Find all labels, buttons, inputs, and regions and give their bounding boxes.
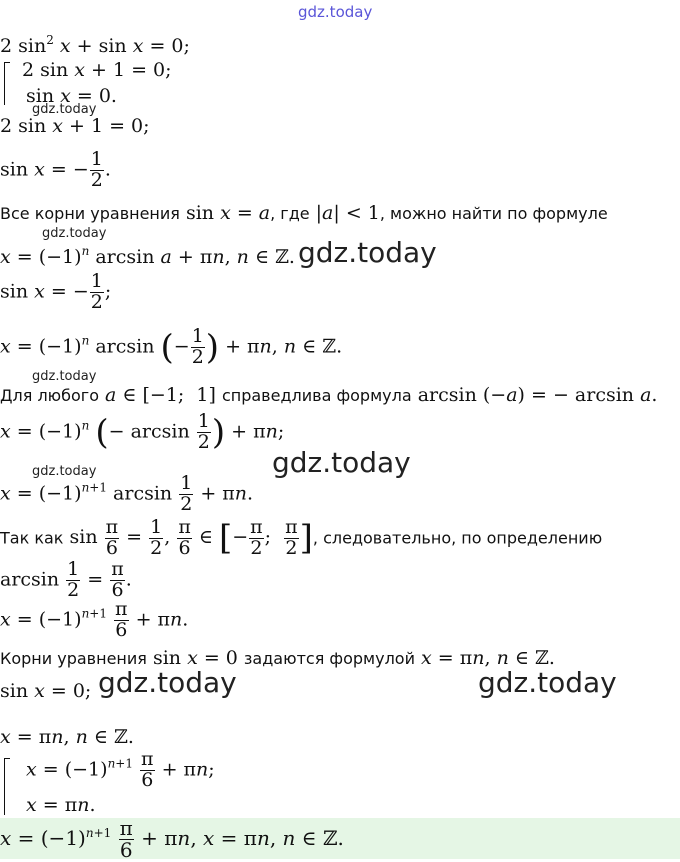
watermark-top: gdz.today [298, 3, 373, 21]
set-bracket [4, 758, 10, 815]
sentence-since: Так как sin $\frac{\pi}{6}$ = $\frac{1}{2}$ , $\frac{\pi}{6}$ ∈ [− $\frac{\pi}{2}$ ; $\frac{\pi}{2}$ ], следовательно, по определению [0, 516, 603, 559]
watermark-small: gdz.today [32, 464, 97, 479]
watermark-small: gdz.today [32, 102, 97, 117]
equation-set-first: 2 sin x + 1 = 0; [22, 59, 172, 81]
equation-original: 2 $\sin^2 x + \sin x = 0$; [0, 33, 190, 57]
formula-first-solution: $x = (-1)^{n+1}$ $\frac{\pi}{6}$ + πn. [0, 598, 189, 641]
final-answer: $x = (-1)^{n+1}$ $\frac{\pi}{6}$ + πn, x = πn, n ∈ ℤ. [0, 816, 344, 862]
equation-arcsin-half: arcsin $\frac{1}{2}$ = $\frac{\pi}{6}$ . [0, 558, 132, 601]
formula-general: $x = (-1)^n$ arcsin a + πn, n ∈ ℤ. [0, 244, 295, 268]
equation-first-case: 2 sin x + 1 = 0; [0, 115, 150, 137]
watermark-large: gdz.today [298, 236, 437, 269]
formula-n-plus-one: $x = (-1)^{n+1}$ arcsin $\frac{1}{2}$ + πn. [0, 472, 254, 515]
equation-sin-minus-half-repeat: sin x = − $\frac{1}{2}$ ; [0, 270, 112, 313]
set-bracket [4, 62, 10, 105]
equation-set-second: sin x = 0. [26, 85, 117, 107]
equation-second-case: sin x = 0; [0, 680, 92, 702]
sentence-odd-property: Для любого a ∈ [−1; 1] справедлива формула arcsin (−a) = − arcsin a. [0, 384, 658, 406]
watermark-large: gdz.today [98, 666, 237, 699]
formula-second-solution: x = πn, n ∈ ℤ. [0, 726, 134, 748]
watermark-large: gdz.today [478, 666, 617, 699]
equation-sin-minus-half: sin x = − $\frac{1}{2}$ . [0, 148, 111, 191]
sentence-zero-roots: Корни уравнения sin x = 0 задаются формулой x = πn, n ∈ ℤ. [0, 647, 555, 669]
watermark-small: gdz.today [42, 226, 107, 241]
solution-set-second: x = πn. [26, 794, 96, 816]
solution-set-first: $x = (-1)^{n+1}$ $\frac{\pi}{6}$ + πn; [26, 748, 215, 791]
formula-substituted: $x = (-1)^n$ (− arcsin $\frac{1}{2}$ ) + πn; [0, 410, 285, 453]
sentence-general-formula: Все корни уравнения sin x = a, где |a| < 1, можно найти по формуле [0, 202, 608, 224]
watermark-large: gdz.today [272, 446, 411, 479]
watermark-small: gdz.today [32, 369, 97, 384]
formula-arcsin-minus-half: $x = (-1)^n$ arcsin (− $\frac{1}{2}$ ) + πn, n ∈ ℤ. [0, 325, 343, 368]
